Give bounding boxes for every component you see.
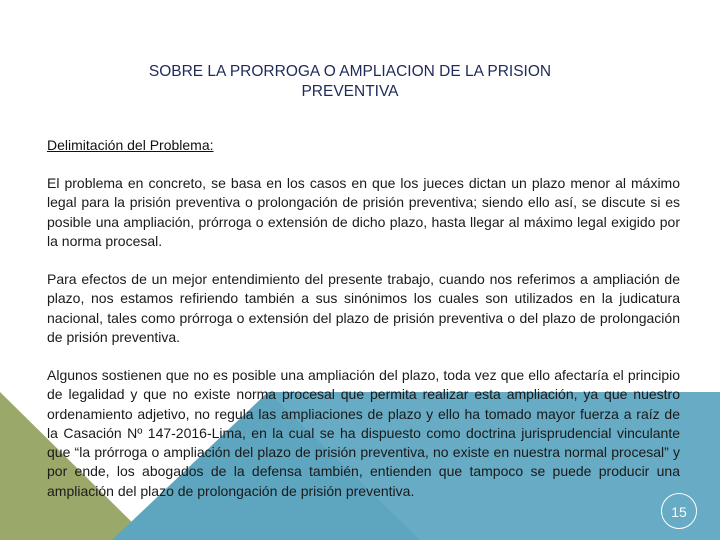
paragraph-2: Para efectos de un mejor entendimiento del presente trabajo, cuando nos referimos a ampliación de plazo, nos estamos refiriendo también a sus sinónimos los cuales son utilizados en la judicatura nacional, tales como prórroga o extensión del plazo de prisión preventiva o del plazo de prolongación de prisión preventiva. [47,271,680,345]
slide-title [60,62,640,102]
page-number-badge: 15 [661,493,697,529]
paragraph-3: Algunos sostienen que no es posible una ampliación del plazo, toda vez que ello afectaría el principio de legalidad y que no existe norma procesal que permita realizar esta ampliación, ya que nuestro ordenamiento adjetivo, no regula las ampliaciones de plazo y ello ha tomado mayor fuerza a raíz de la Casación Nº 147-2016-Lima, en la cual se ha dispuesto como doctrina jurisprudencial vinculante que “la prórroga o ampliación del plazo de prisión preventiva, no existe en nuestra normal procesal” y por ende, los abogados de la defensa también, entienden que tampoco se puede producir una ampliación del plazo de prolongación de prisión preventiva. [47,367,680,499]
slide-title-line-1: SOBRE LA PRORROGA O AMPLIACION DE LA PRISION [148,63,552,80]
slide-title-line-2: PREVENTIVA [301,83,399,100]
section-heading: Delimitación del Problema: [47,137,214,153]
paragraph-1: El problema en concreto, se basa en los casos en que los jueces dictan un plazo menor al máximo legal para la prisión preventiva o prolongación de prisión preventiva; siendo ello así, se discute si es posible una ampliación, prórroga o extensión de dicho plazo, hasta llegar al máximo legal exigido por la norma procesal. [47,175,680,249]
